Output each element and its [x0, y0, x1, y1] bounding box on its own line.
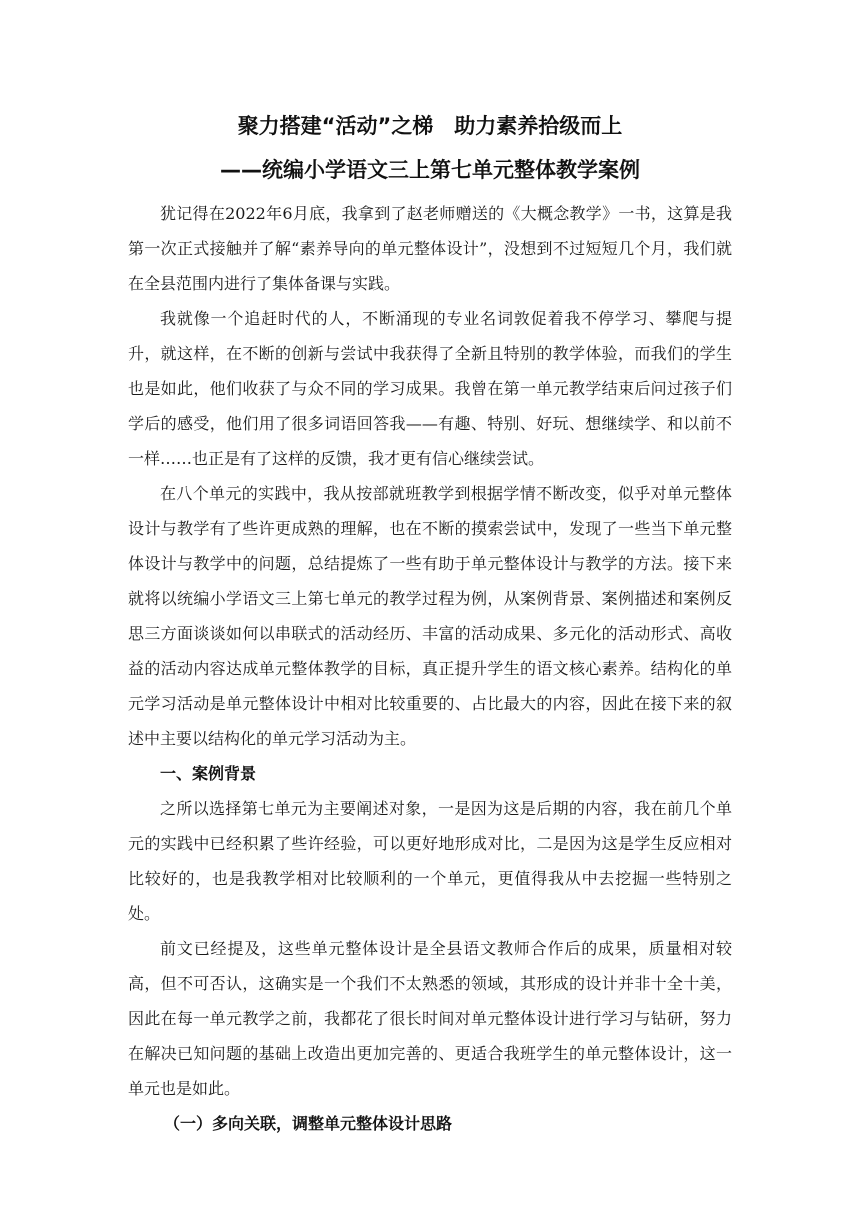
document-title: 聚力搭建“活动”之梯 助力素养拾级而上 — [237, 114, 623, 138]
subsection-heading: （一）多向关联，调整单元整体设计思路 — [164, 1114, 453, 1133]
document-body — [128, 196, 732, 1141]
document-subtitle: ——统编小学语文三上第七单元整体教学案例 — [220, 158, 640, 182]
paragraph: 我就像一个追赶时代的人，不断涌现的专业名词敦促着我不停学习、攀爬与提升，就这样，在不断的创新与尝试中我获得了全新且特别的教学体验，而我们的学生也是如此，他们收获了与众不同的学习成果。我曾在第一单元教学结束后问过孩子们学后的感受，他们用了很多词语回答我——有趣、特别、好玩、想继续学、和以前不一样……也正是有了这样的反馈，我才更有信心继续尝试。 — [128, 309, 732, 468]
section-heading: 一、案例背景 — [160, 764, 257, 783]
paragraph: 犹记得在2022年6月底，我拿到了赵老师赠送的《大概念教学》一书，这算是我第一次正式接触并了解“素养导向的单元整体设计”，没想到不过短短几个月，我们就在全县范围内进行了集体备课与实践。 — [128, 204, 732, 293]
paragraph: 前文已经提及，这些单元整体设计是全县语文教师合作后的成果，质量相对较高，但不可否认，这确实是一个我们不太熟悉的领域，其形成的设计并非十全十美，因此在每一单元教学之前，我都花了很长时间对单元整体设计进行学习与钻研，努力在解决已知问题的基础上改造出更加完善的、更适合我班学生的单元整体设计，这一单元也是如此。 — [128, 939, 732, 1098]
paragraph: 在八个单元的实践中，我从按部就班教学到根据学情不断改变，似乎对单元整体设计与教学有了些许更成熟的理解，也在不断的摸索尝试中，发现了一些当下单元整体设计与教学中的问题，总结提炼了一些有助于单元整体设计与教学的方法。接下来就将以统编小学语文三上第七单元的教学过程为例，从案例背景、案例描述和案例反思三方面谈谈如何以串联式的活动经历、丰富的活动成果、多元化的活动形式、高收益的活动内容达成单元整体教学的目标，真正提升学生的语文核心素养。结构化的单元学习活动是单元整体设计中相对比较重要的、占比最大的内容，因此在接下来的叙述中主要以结构化的单元学习活动为主。 — [128, 484, 732, 748]
paragraph: 之所以选择第七单元为主要阐述对象，一是因为这是后期的内容，我在前几个单元的实践中已经积累了些许经验，可以更好地形成对比，二是因为这是学生反应相对比较好的，也是我教学相对比较顺利的一个单元，更值得我从中去挖掘一些特别之处。 — [128, 799, 732, 923]
